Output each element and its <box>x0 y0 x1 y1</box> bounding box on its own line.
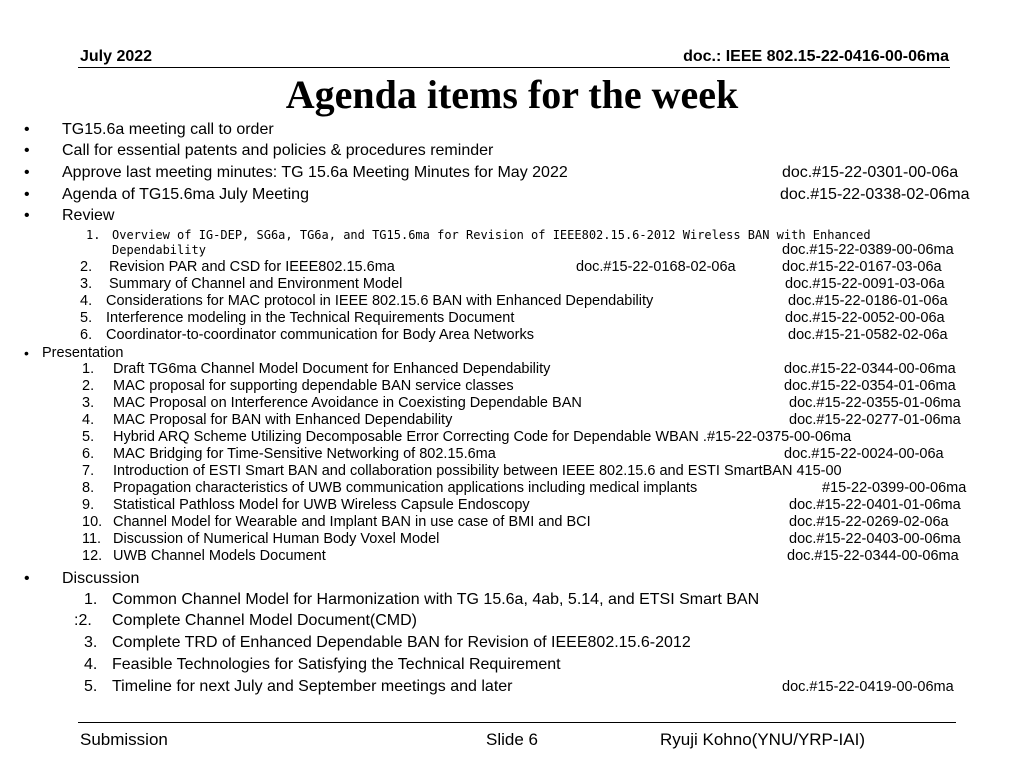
presentation-item: Statistical Pathloss Model for UWB Wireless Capsule Endoscopy <box>113 497 530 513</box>
doc-reference: doc.#15-22-0401-01-06ma <box>789 497 961 513</box>
doc-reference: doc.#15-22-0024-00-06a <box>784 446 944 462</box>
doc-reference: doc.#15-22-0052-00-06a <box>785 310 945 326</box>
presentation-item: MAC Proposal for BAN with Enhanced Dependability <box>113 412 453 428</box>
doc-reference: doc.#15-22-0167-03-06a <box>782 259 942 275</box>
agenda-item-review: Review <box>62 207 115 224</box>
list-number: 12. <box>82 548 103 564</box>
discussion-item: Complete TRD of Enhanced Dependable BAN for Revision of IEEE802.15.6-2012 <box>112 634 691 651</box>
doc-reference: doc.#15-22-0269-02-06a <box>789 514 949 530</box>
list-number: 4. <box>80 293 93 309</box>
doc-reference: doc.#15-22-0186-01-06a <box>788 293 948 309</box>
header-doc-number: doc.: IEEE 802.15-22-0416-00-06ma <box>683 48 949 65</box>
list-number: 5. <box>84 678 98 695</box>
doc-reference: doc.#15-22-0355-01-06ma <box>789 395 961 411</box>
doc-reference: doc.#15-22-0301-00-06a <box>782 164 959 181</box>
presentation-item: MAC Proposal on Interference Avoidance in Coexisting Dependable BAN <box>113 395 582 411</box>
presentation-item: Channel Model for Wearable and Implant BAN in use case of BMI and BCI <box>113 514 591 530</box>
presentation-item: Draft TG6ma Channel Model Document for Enhanced Dependability <box>113 361 551 377</box>
review-item: Considerations for MAC protocol in IEEE 802.15.6 BAN with Enhanced Dependability <box>106 293 654 309</box>
review-item: Revision PAR and CSD for IEEE802.15.6ma <box>109 259 395 275</box>
presentation-item: Introduction of ESTI Smart BAN and collaboration possibility between IEEE 802.15.6 and ESTI SmartBAN 415-00 <box>113 463 842 479</box>
agenda-item: Call for essential patents and policies & procedures reminder <box>62 142 494 159</box>
doc-reference: doc.#15-22-0419-00-06ma <box>782 679 954 695</box>
list-number: 4. <box>84 656 98 673</box>
footer-author: Ryuji Kohno(YNU/YRP-IAI) <box>660 730 866 749</box>
agenda-item: Agenda of TG15.6ma July Meeting <box>62 186 309 203</box>
doc-reference: doc.#15-22-0277-01-06ma <box>789 412 961 428</box>
review-item: Coordinator-to-coordinator communication for Body Area Networks <box>106 327 534 343</box>
bullet-icon: • <box>24 164 30 181</box>
list-number: 1. <box>82 361 95 377</box>
bullet-icon: • <box>24 142 30 159</box>
review-item-continued: Dependability <box>112 243 206 257</box>
bullet-icon: • <box>24 345 29 361</box>
list-number: 5. <box>82 429 95 445</box>
doc-reference: doc.#15-22-0354-01-06ma <box>784 378 956 394</box>
presentation-item: MAC Bridging for Time-Sensitive Networking of 802.15.6ma <box>113 446 496 462</box>
presentation-item: MAC proposal for supporting dependable BAN service classes <box>113 378 514 394</box>
doc-reference: doc.#15-22-0338-02-06ma <box>780 186 970 203</box>
list-number: 2. <box>82 378 95 394</box>
list-number: 10. <box>82 514 103 530</box>
list-number: 6. <box>80 327 93 343</box>
list-number: 6. <box>82 446 95 462</box>
list-number: 4. <box>82 412 95 428</box>
list-number: :2. <box>74 612 92 629</box>
discussion-item: Common Channel Model for Harmonization with TG 15.6a, 4ab, 5.14, and ETSI Smart BAN <box>112 591 760 608</box>
review-item: Interference modeling in the Technical Requirements Document <box>106 310 515 326</box>
doc-reference: doc.#15-22-0344-00-06ma <box>787 548 959 564</box>
discussion-item: Timeline for next July and September meetings and later <box>112 678 513 695</box>
discussion-item: Complete Channel Model Document(CMD) <box>112 612 418 629</box>
review-item: Summary of Channel and Environment Model <box>109 276 403 292</box>
header-rule <box>78 67 950 68</box>
list-number: 3. <box>82 395 95 411</box>
list-number: 8. <box>82 480 95 496</box>
doc-reference: doc.#15-22-0389-00-06ma <box>782 242 954 258</box>
review-item: Overview of IG-DEP, SG6a, TG6a, and TG15.6ma for Revision of IEEE802.15.6-2012 Wireless BAN with Enhanced <box>112 228 871 242</box>
list-number: 3. <box>80 276 93 292</box>
presentation-item: Propagation characteristics of UWB communication applications including medical implants <box>113 480 698 496</box>
bullet-icon: • <box>24 207 30 224</box>
agenda-item: TG15.6a meeting call to order <box>62 121 274 138</box>
list-number: 2. <box>80 259 93 275</box>
doc-reference: doc.#15-22-0403-00-06ma <box>789 531 961 547</box>
bullet-icon: • <box>24 121 30 138</box>
presentation-item: UWB Channel Models Document <box>113 548 326 564</box>
bullet-icon: • <box>24 570 30 587</box>
footer-submission: Submission <box>80 730 168 749</box>
agenda-item: Approve last meeting minutes: TG 15.6a Meeting Minutes for May 2022 <box>62 164 568 181</box>
list-number: 3. <box>84 634 98 651</box>
discussion-item: Feasible Technologies for Satisfying the Technical Requirement <box>112 656 561 673</box>
doc-reference: doc.#15-22-0091-03-06a <box>785 276 945 292</box>
doc-reference: #15-22-0399-00-06ma <box>822 480 967 496</box>
list-number: 7. <box>82 463 95 479</box>
presentation-heading: Presentation <box>42 345 124 361</box>
list-number: 5. <box>80 310 93 326</box>
list-number: 11. <box>82 531 102 547</box>
doc-reference: doc.#15-22-0168-02-06a <box>576 259 736 275</box>
bullet-icon: • <box>24 186 30 203</box>
presentation-item: Hybrid ARQ Scheme Utilizing Decomposable Error Correcting Code for Dependable WBAN .#15-22-0375-00-06ma <box>113 429 852 445</box>
discussion-heading: Discussion <box>62 570 140 587</box>
footer-slide-number: Slide 6 <box>486 730 538 749</box>
header-date: July 2022 <box>80 48 153 65</box>
list-number: 9. <box>82 497 95 513</box>
doc-reference: doc.#15-21-0582-02-06a <box>788 327 948 343</box>
list-number: 1. <box>86 228 101 242</box>
slide-title: Agenda items for the week <box>285 72 739 117</box>
presentation-item: Discussion of Numerical Human Body Voxel Model <box>113 531 440 547</box>
list-number: 1. <box>84 591 98 608</box>
footer-rule <box>78 722 956 723</box>
doc-reference: doc.#15-22-0344-00-06ma <box>784 361 956 377</box>
